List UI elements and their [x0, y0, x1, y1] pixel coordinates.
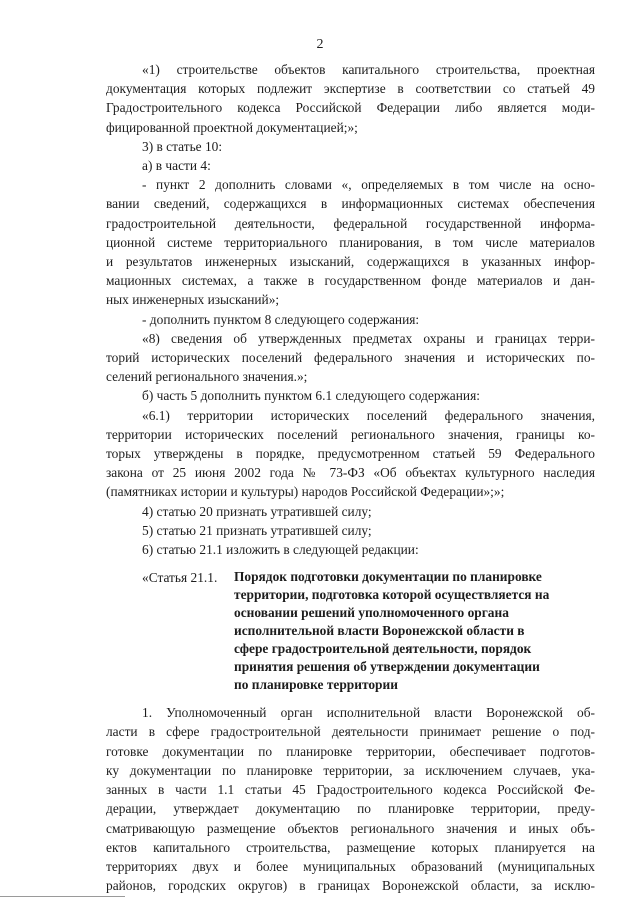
text-line: (памятниках истории и культуры) народов Российской Федерации»;»; — [106, 484, 505, 500]
text-line: «8) сведения об утвержденных предметах охраны и границах терри- — [142, 330, 595, 346]
text-line: и результатов инженерных изысканий, содержащихся в указанных инфор- — [106, 254, 595, 270]
text-line: готовке документации по планировке территории, обеспечивает подготов- — [106, 743, 595, 759]
article-title-line: по планировке территории — [234, 677, 398, 693]
article-title-line: территории, подготовка которой осуществляется на — [234, 587, 550, 603]
text-line: ционной системе территориального планирования, в том числе материалов — [106, 234, 595, 250]
text-line: а) в части 4: — [142, 158, 211, 174]
text-line: 5) статью 21 признать утратившей силу; — [142, 522, 372, 538]
text-line: торых утверждены в порядке, предусмотренном статьей 59 Федерального — [106, 446, 595, 462]
text-line: районов, городских округов) в границах Воронежской области, за исклю- — [106, 878, 595, 894]
article-paragraph — [106, 703, 595, 895]
amendment-list — [106, 60, 595, 559]
text-line: территориях двух и более муниципальных образований (муниципальных — [106, 858, 595, 874]
text-line: закона от 25 июня 2002 года № 73-ФЗ «Об объектах культурного наследия — [106, 465, 595, 481]
text-line: «1) строительстве объектов капитального строительства, проектная — [142, 62, 595, 77]
text-line: фицированной проектной документацией;»; — [106, 119, 358, 135]
text-line: 1. Уполномоченный орган исполнительной власти Воронежской об- — [142, 705, 595, 721]
text-line: ектов капитального строительства, размещение которых планируется на — [106, 839, 595, 855]
text-line: документация которых подлежит экспертизе в соответствии со статьей 49 — [106, 81, 595, 97]
text-line: 4) статью 20 признать утратившей силу; — [142, 503, 372, 519]
text-line: ласти в сфере градостроительной деятельности принимает решение о под- — [106, 724, 595, 740]
text-line: Градостроительного кодекса Российской Федерации либо является моди- — [106, 100, 595, 116]
text-line: сматривающую размещение объектов регионального значения и иных объ- — [106, 820, 595, 836]
article-heading — [106, 568, 595, 694]
document-body — [106, 60, 595, 895]
text-line: 6) статью 21.1 изложить в следующей редакции: — [142, 542, 419, 558]
footer-rule — [0, 896, 125, 897]
article-title-line: сфере градостроительной деятельности, порядок — [234, 641, 532, 657]
text-line: 3) в статье 10: — [142, 138, 223, 154]
text-line: селений регионального значения.»; — [106, 369, 308, 385]
article-title-line: принятия решения об утверждении документации — [234, 659, 540, 675]
article-title-line: Порядок подготовки документации по планировке — [234, 569, 542, 585]
text-line: мационных системах, а также в государственном фонде материалов и дан- — [106, 273, 595, 289]
text-line: ку документации по планировке территории, за исключением случаев, ука- — [106, 762, 595, 778]
text-line: - пункт 2 дополнить словами «, определяемых в том числе на осно- — [142, 177, 595, 193]
article-title-line: исполнительной власти Воронежской области в — [234, 623, 525, 639]
text-line: б) часть 5 дополнить пунктом 6.1 следующего содержания: — [142, 388, 480, 404]
text-line: градостроительной деятельности, федеральной государственной информа- — [106, 215, 595, 231]
text-line: занных в части 1.1 статьи 45 Градостроительного кодекса Российской Фе- — [106, 782, 595, 798]
text-line: ных инженерных изысканий»; — [106, 292, 280, 308]
text-line: территории исторических поселений регионального значения, границы ко- — [106, 426, 595, 442]
text-line: торий исторических поселений федерального значения и исторических по- — [106, 350, 595, 366]
text-line: вании сведений, содержащихся в информационных системах обеспечения — [106, 196, 595, 212]
article-number: «Статья 21.1. — [142, 570, 218, 586]
article-title — [234, 568, 595, 694]
text-line: «6.1) территории исторических поселений федерального значения, — [142, 407, 595, 423]
text-line: - дополнить пунктом 8 следующего содержания: — [142, 311, 420, 327]
text-line: дерации, утверждает документацию по планировке территории, преду- — [106, 801, 595, 817]
page-number: 2 — [316, 37, 324, 52]
article-title-line: основании решений уполномоченного органа — [234, 605, 509, 621]
